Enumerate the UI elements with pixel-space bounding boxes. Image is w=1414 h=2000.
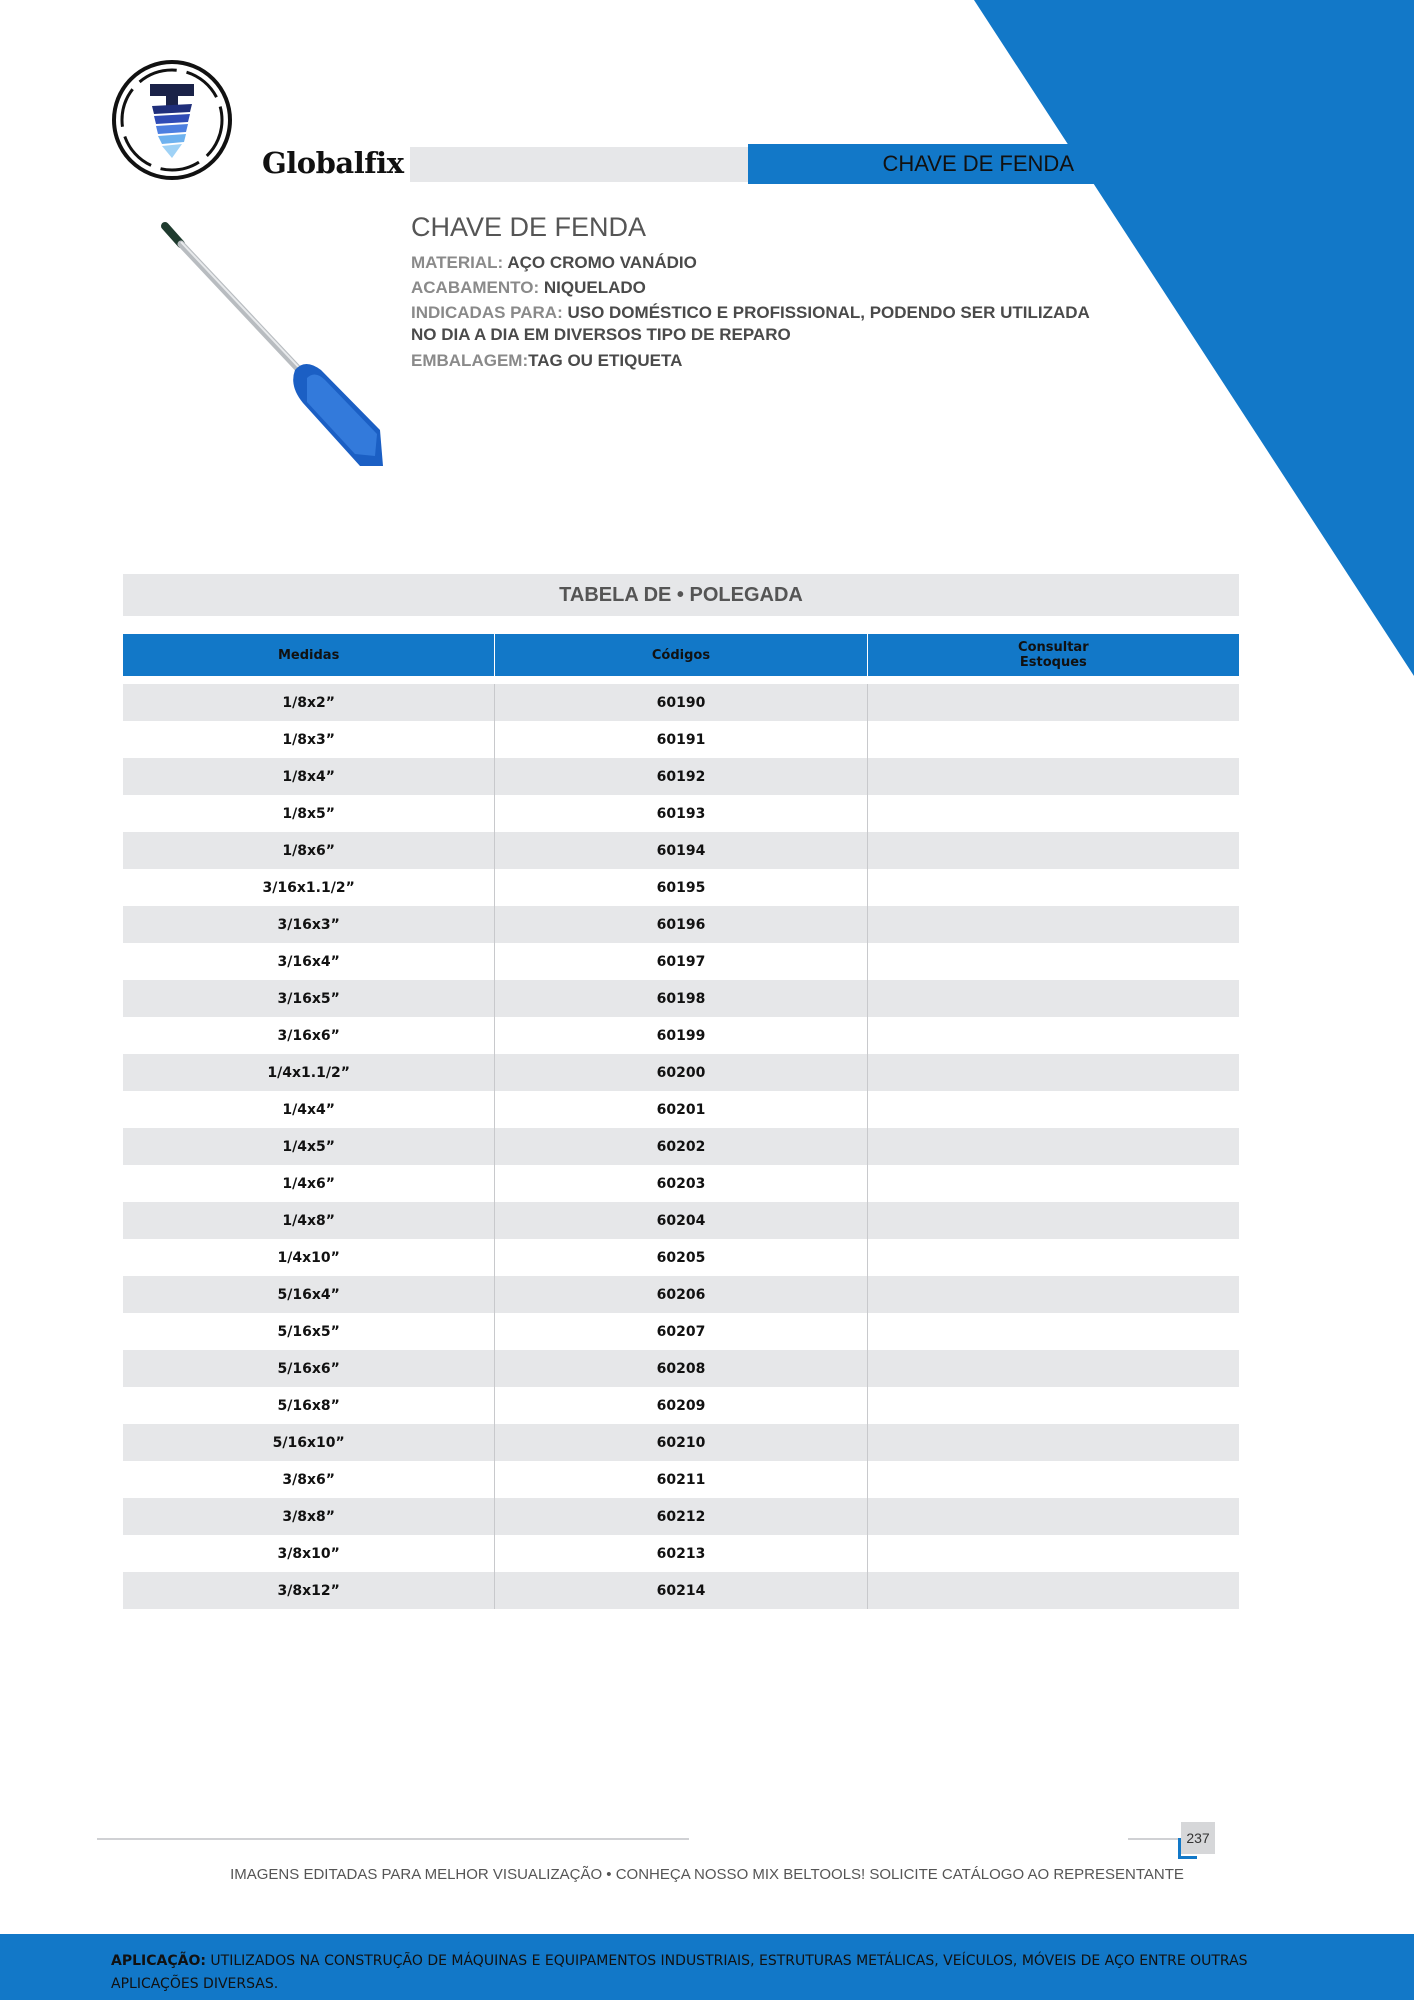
- cell-code: 60190: [494, 684, 866, 721]
- table-row: [123, 684, 1239, 721]
- spec-material: [411, 252, 1091, 274]
- table-row: [123, 1091, 1239, 1128]
- cell-code: 60205: [494, 1239, 866, 1276]
- cell-stock: [867, 1461, 1239, 1498]
- cell-measure: 1/4x8”: [282, 1212, 335, 1229]
- cell-measure: 3/16x6”: [277, 1027, 340, 1044]
- cell-code: 60194: [494, 832, 866, 869]
- header-codes: Códigos: [494, 634, 866, 676]
- cell-stock: [867, 1498, 1239, 1535]
- cell-measure: 3/8x10”: [277, 1545, 340, 1562]
- table-body: [123, 684, 1239, 1609]
- cell-code: 60196: [494, 906, 866, 943]
- spec-usage: [411, 302, 1091, 346]
- cell-stock: [867, 1165, 1239, 1202]
- application-text: UTILIZADOS NA CONSTRUÇÃO DE MÁQUINAS E EQUIPAMENTOS INDUSTRIAIS, ESTRUTURAS METÁLICAS, VEÍCULOS, MÓVEIS DE AÇO ENTRE OUTRAS APLICAÇÕES DIVERSAS.: [111, 1953, 1248, 1992]
- cell-code: 60207: [494, 1313, 866, 1350]
- cell-measure: 5/16x5”: [277, 1323, 340, 1340]
- cell-stock: [867, 1128, 1239, 1165]
- cell-code: 60202: [494, 1128, 866, 1165]
- cell-stock: [867, 1424, 1239, 1461]
- spec-value: AÇO CROMO VANÁDIO: [507, 253, 697, 272]
- cell-code: 60201: [494, 1091, 866, 1128]
- cell-measure: 3/8x6”: [282, 1471, 335, 1488]
- spec-key: ACABAMENTO:: [411, 278, 544, 297]
- cell-measure: 5/16x6”: [277, 1360, 340, 1377]
- cell-measure: 3/16x4”: [277, 953, 340, 970]
- cell-measure: 1/8x3”: [282, 731, 335, 748]
- spec-key: MATERIAL:: [411, 253, 508, 272]
- cell-code: 60211: [494, 1461, 866, 1498]
- cell-code: 60214: [494, 1572, 866, 1609]
- cell-stock: [867, 684, 1239, 721]
- table-row: [123, 1572, 1239, 1609]
- cell-stock: [867, 1350, 1239, 1387]
- table-row: [123, 1350, 1239, 1387]
- cell-code: 60195: [494, 869, 866, 906]
- cell-measure: 1/8x6”: [282, 842, 335, 859]
- application-label: APLICAÇÃO:: [111, 1953, 206, 1969]
- cell-stock: [867, 832, 1239, 869]
- cell-code: 60209: [494, 1387, 866, 1424]
- cell-stock: [867, 1572, 1239, 1609]
- header-band: [410, 147, 750, 182]
- table-row: [123, 1165, 1239, 1202]
- cell-stock: [867, 758, 1239, 795]
- spec-value: USO DOMÉSTICO E PROFISSIONAL, PODENDO SER UTILIZADA NO DIA A DIA EM DIVERSOS TIPO DE REPARO: [411, 303, 1090, 344]
- cell-measure: 5/16x10”: [272, 1434, 345, 1451]
- cell-stock: [867, 906, 1239, 943]
- table-row: [123, 1054, 1239, 1091]
- cell-stock: [867, 869, 1239, 906]
- footer-divider: [1128, 1838, 1180, 1840]
- spec-key: INDICADAS PARA:: [411, 303, 568, 322]
- table-row: [123, 980, 1239, 1017]
- cell-code: 60199: [494, 1017, 866, 1054]
- cell-code: 60197: [494, 943, 866, 980]
- cell-stock: [867, 1091, 1239, 1128]
- table-row: [123, 1017, 1239, 1054]
- cell-measure: 1/4x5”: [282, 1138, 335, 1155]
- table-row: [123, 758, 1239, 795]
- cell-measure: 1/8x2”: [282, 694, 335, 711]
- cell-stock: [867, 721, 1239, 758]
- cell-measure: 1/4x4”: [282, 1101, 335, 1118]
- table-row: [123, 1276, 1239, 1313]
- cell-code: 60203: [494, 1165, 866, 1202]
- cell-stock: [867, 1276, 1239, 1313]
- table-row: [123, 1461, 1239, 1498]
- cell-code: 60191: [494, 721, 866, 758]
- page-corner-decoration: [1178, 1838, 1197, 1859]
- cell-stock: [867, 1202, 1239, 1239]
- header-measures: Medidas: [277, 647, 340, 663]
- table-row: [123, 1202, 1239, 1239]
- cell-stock: [867, 795, 1239, 832]
- cell-measure: 1/4x6”: [282, 1175, 335, 1192]
- footer-divider: [97, 1838, 689, 1840]
- page-number: 237: [1181, 1822, 1215, 1854]
- cell-measure: 1/8x5”: [282, 805, 335, 822]
- spec-finish: [411, 277, 1091, 299]
- cell-code: 60213: [494, 1535, 866, 1572]
- cell-code: 60193: [494, 795, 866, 832]
- table-row: [123, 1313, 1239, 1350]
- table-header: [123, 634, 1239, 676]
- table-row: [123, 1498, 1239, 1535]
- cell-measure: 1/4x1.1/2”: [267, 1064, 350, 1081]
- cell-measure: 5/16x8”: [277, 1397, 340, 1414]
- cell-measure: 3/16x1.1/2”: [262, 879, 355, 896]
- cell-measure: 3/16x3”: [277, 916, 340, 933]
- cell-stock: [867, 1313, 1239, 1350]
- header-stock: Consultar Estoques: [867, 634, 1239, 676]
- table-row: [123, 1424, 1239, 1461]
- spec-packaging: [411, 350, 1091, 372]
- cell-measure: 5/16x4”: [277, 1286, 340, 1303]
- cell-code: 60212: [494, 1498, 866, 1535]
- table-row: [123, 1535, 1239, 1572]
- cell-code: 60210: [494, 1424, 866, 1461]
- cell-stock: [867, 980, 1239, 1017]
- spec-key: EMBALAGEM:: [411, 351, 529, 370]
- brand-name: Globalfix: [262, 146, 404, 180]
- table-row: [123, 1387, 1239, 1424]
- product-title: CHAVE DE FENDA: [411, 212, 647, 242]
- table-row: [123, 1128, 1239, 1165]
- table-row: [123, 721, 1239, 758]
- spec-value: TAG OU ETIQUETA: [528, 351, 683, 370]
- cell-code: 60198: [494, 980, 866, 1017]
- cell-stock: [867, 1017, 1239, 1054]
- application-bar: [0, 1934, 1414, 2000]
- cell-stock: [867, 943, 1239, 980]
- table-row: [123, 795, 1239, 832]
- table-row: [123, 832, 1239, 869]
- cell-stock: [867, 1054, 1239, 1091]
- cell-code: 60204: [494, 1202, 866, 1239]
- table-row: [123, 906, 1239, 943]
- cell-stock: [867, 1387, 1239, 1424]
- cell-code: 60206: [494, 1276, 866, 1313]
- cell-measure: 3/16x5”: [277, 990, 340, 1007]
- table-title: TABELA DE • POLEGADA: [123, 574, 1239, 616]
- cell-code: 60200: [494, 1054, 866, 1091]
- cell-stock: [867, 1535, 1239, 1572]
- table-row: [123, 943, 1239, 980]
- cell-stock: [867, 1239, 1239, 1276]
- screwdriver-product-image: [155, 218, 385, 468]
- cell-measure: 3/8x12”: [277, 1582, 340, 1599]
- cell-measure: 3/8x8”: [282, 1508, 335, 1525]
- table-row: [123, 869, 1239, 906]
- cell-measure: 1/4x10”: [277, 1249, 340, 1266]
- cell-code: 60192: [494, 758, 866, 795]
- spec-value: NIQUELADO: [543, 278, 646, 297]
- category-header: CHAVE DE FENDA: [748, 144, 1094, 184]
- footer-note: IMAGENS EDITADAS PARA MELHOR VISUALIZAÇÃO • CONHEÇA NOSSO MIX BELTOOLS! SOLICITE CATÁLOGO AO REPRESENTANTE: [230, 1866, 1184, 1883]
- table-row: [123, 1239, 1239, 1276]
- cell-measure: 1/8x4”: [282, 768, 335, 785]
- globalfix-logo-icon: [110, 58, 234, 182]
- cell-code: 60208: [494, 1350, 866, 1387]
